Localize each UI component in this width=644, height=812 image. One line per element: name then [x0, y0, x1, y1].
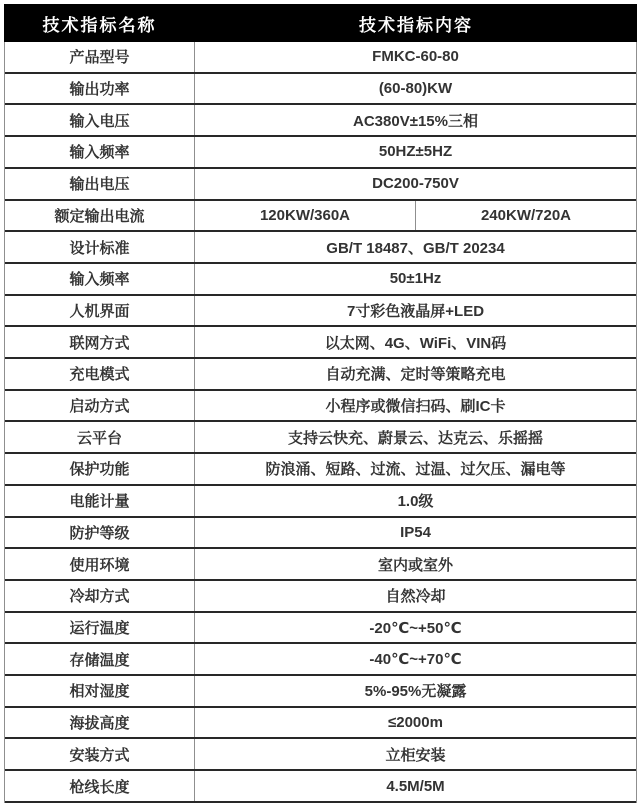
spec-value-cell: 自动充满、定时等策略充电 [325, 366, 506, 384]
header-name-column: 技术指标名称 [42, 15, 157, 35]
table-row [5, 422, 636, 454]
spec-value-cell: 防浪涌、短路、过流、过温、过欠压、漏电等 [265, 461, 566, 479]
table-row [5, 296, 636, 328]
spec-value-cell: 1.0级 [397, 493, 434, 511]
spec-table [4, 4, 637, 803]
spec-label-cell: 运行温度 [5, 613, 195, 643]
spec-value-cell: FMKC-60-80 [372, 48, 459, 66]
spec-value-cell: 50±1Hz [389, 270, 442, 288]
spec-label-cell: 输入频率 [5, 137, 195, 167]
spec-label-cell: 存储温度 [5, 644, 195, 674]
spec-value-cell: 120KW/360A [259, 206, 351, 224]
table-header-row [4, 4, 637, 42]
spec-label-cell: 输入频率 [5, 264, 195, 294]
spec-value-cell: -20℃~+50℃ [369, 619, 462, 637]
table-row [5, 359, 636, 391]
table-row [5, 676, 636, 708]
table-row [5, 613, 636, 645]
table-row [5, 169, 636, 201]
spec-label-cell: 人机界面 [5, 296, 195, 326]
table-row [5, 644, 636, 676]
table-row [5, 137, 636, 169]
spec-label-cell: 云平台 [5, 422, 195, 452]
table-row [5, 486, 636, 518]
spec-value-cell: 小程序或微信扫码、刷IC卡 [325, 398, 506, 416]
header-content-column: 技术指标内容 [359, 15, 473, 35]
table-row [5, 327, 636, 359]
spec-value-cell: GB/T 18487、GB/T 20234 [326, 239, 505, 257]
spec-value-cell: IP54 [400, 523, 431, 541]
table-body [4, 42, 637, 803]
table-row [5, 201, 636, 233]
table-row [5, 454, 636, 486]
spec-value-cell: 立柜安装 [385, 746, 446, 764]
spec-label-cell: 设计标准 [5, 232, 195, 262]
spec-label-cell: 产品型号 [5, 42, 195, 72]
spec-value-cell: 支持云快充、蔚景云、达克云、乐摇摇 [287, 429, 543, 447]
spec-label-cell: 安装方式 [5, 739, 195, 769]
table-row [5, 74, 636, 106]
spec-value-cell: 以太网、4G、WiFi、VIN码 [324, 334, 507, 352]
spec-value-cell: DC200-750V [372, 175, 459, 193]
table-row [5, 581, 636, 613]
spec-value-cell: 240KW/720A [415, 201, 636, 231]
spec-value-cell: AC380V±15%三相 [353, 112, 478, 130]
spec-label-cell: 防护等级 [5, 518, 195, 548]
spec-label-cell: 海拔高度 [5, 708, 195, 738]
spec-value-cell: 4.5M/5M [386, 777, 445, 795]
spec-value-cell: 室内或室外 [377, 556, 453, 574]
table-row [5, 708, 636, 740]
table-row [5, 232, 636, 264]
spec-label-cell: 保护功能 [5, 454, 195, 484]
spec-label-cell: 充电模式 [5, 359, 195, 389]
table-row [5, 105, 636, 137]
spec-label-cell: 相对湿度 [5, 676, 195, 706]
spec-label-cell: 输入电压 [5, 105, 195, 135]
spec-label-cell: 输出功率 [5, 74, 195, 104]
spec-label-cell: 联网方式 [5, 327, 195, 357]
table-row [5, 42, 636, 74]
spec-label-cell: 额定输出电流 [5, 201, 195, 231]
spec-label-cell: 枪线长度 [5, 771, 195, 801]
spec-label-cell: 使用环境 [5, 549, 195, 579]
table-row [5, 771, 636, 803]
spec-value-cell: -40℃~+70℃ [369, 651, 462, 669]
spec-value-cell: 5%-95%无凝露 [364, 683, 467, 701]
table-row [5, 518, 636, 550]
table-row [5, 264, 636, 296]
spec-label-cell: 输出电压 [5, 169, 195, 199]
spec-label-cell: 启动方式 [5, 391, 195, 421]
spec-value-cell: (60-80)KW [378, 80, 453, 98]
spec-label-cell: 冷却方式 [5, 581, 195, 611]
table-row [5, 739, 636, 771]
spec-value-cell: 7寸彩色液晶屏+LED [346, 302, 485, 320]
spec-value-cell: 自然冷却 [385, 588, 446, 606]
table-row [5, 549, 636, 581]
spec-value-cell: 50HZ±5HZ [378, 143, 453, 161]
spec-value-cell: ≤2000m [388, 714, 443, 732]
spec-label-cell: 电能计量 [5, 486, 195, 516]
table-row [5, 391, 636, 423]
